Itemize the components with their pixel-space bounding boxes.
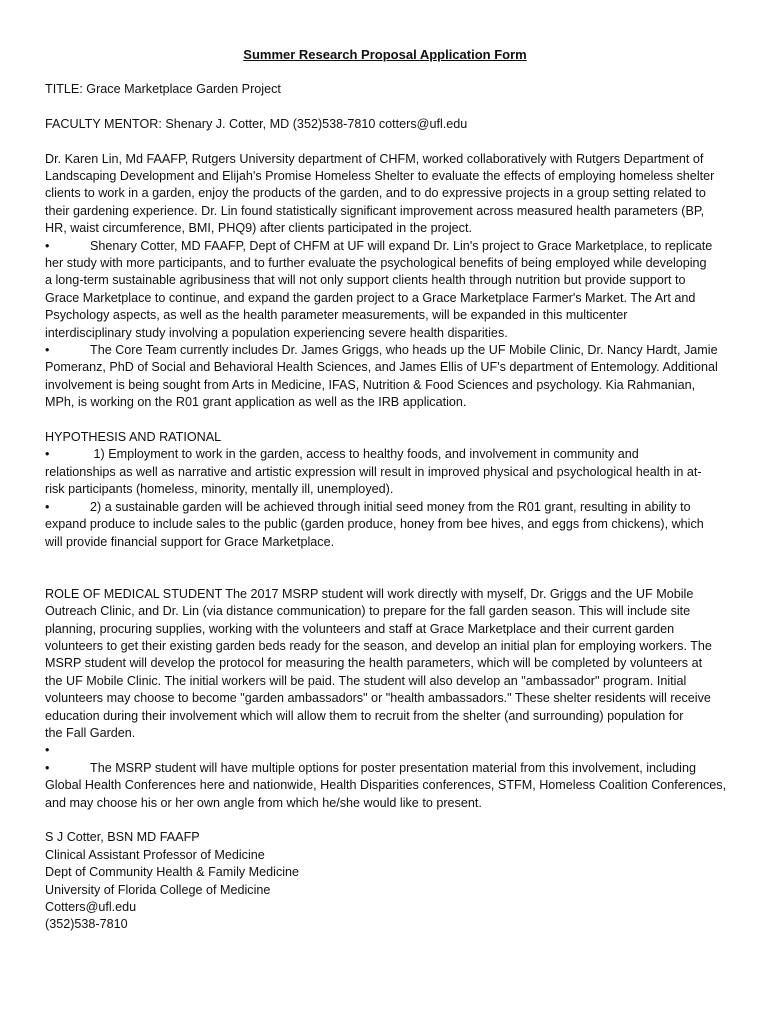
text-line: volunteers may choose to become "garden ambassadors" or "health ambassadors." These shelter residents will receive xyxy=(45,691,711,706)
intro-paragraph xyxy=(45,151,727,238)
text-line: MSRP student will develop the protocol for measuring the health parameters, which will be completed by volunteers at xyxy=(45,656,703,671)
hypothesis-heading: HYPOTHESIS AND RATIONAL xyxy=(45,430,222,445)
text-line: involvement is being sought from Arts in Medicine, IFAS, Nutrition & Food Sciences and psychology. Kia Rahmanian, xyxy=(45,377,696,392)
bullet-first-line xyxy=(45,446,727,463)
text-line: 2) a sustainable garden will be achieved through initial seed money from the R01 grant, resulting in ability to xyxy=(90,499,691,514)
text-line: her study with more participants, and to further evaluate the psychological benefits of being employed while developing xyxy=(45,256,707,271)
text-line: interdisciplinary study involving a population experiencing severe health disparities. xyxy=(45,325,508,340)
bullet-first-line xyxy=(45,238,727,255)
text-line: Shenary Cotter, MD FAAFP, Dept of CHFM at UF will expand Dr. Lin's project to Grace Marketplace, to replicate xyxy=(90,238,713,253)
text-line: relationships as well as narrative and artistic expression will result in improved physical and psychological health in at- xyxy=(45,464,702,479)
document-body xyxy=(45,81,727,934)
text-line: volunteers to get their existing garden beds ready for the season, and develop an initial plan for employing workers. The xyxy=(45,638,712,653)
text-line: Outreach Clinic, and Dr. Lin (via distance communication) to prepare for the fall garden season. This will include site xyxy=(45,604,691,619)
role-of-medical-student xyxy=(45,586,727,743)
signature-block xyxy=(45,829,727,933)
text-line: Global Health Conferences here and nationwide, Health Disparities conferences, STFM, Homeless Coalition Conferences, xyxy=(45,778,727,793)
text-line: Pomeranz, PhD of Social and Behavioral Health Sciences, and James Ellis of UF's department of Entemology. Additional xyxy=(45,360,718,375)
empty-bullet xyxy=(45,742,727,759)
faculty-mentor: FACULTY MENTOR: Shenary J. Cotter, MD (352)538-7810 cotters@ufl.edu xyxy=(45,116,468,131)
text-line: a long-term sustainable agribusiness that will not only support clients health through nutrition but provide support to xyxy=(45,273,686,288)
text-line: Dr. Karen Lin, Md FAAFP, Rutgers University department of CHFM, worked collaboratively with Rutgers Department of xyxy=(45,151,704,166)
bullet-marker: • xyxy=(45,343,50,358)
bullet-paragraph-expansion xyxy=(45,238,727,342)
hypothesis-item-2 xyxy=(45,499,727,551)
text-line: The Core Team currently includes Dr. James Griggs, who heads up the UF Mobile Clinic, Dr. Nancy Hardt, Jamie xyxy=(90,343,718,358)
bullet-marker: • xyxy=(45,743,50,758)
signature-name: S J Cotter, BSN MD FAAFP xyxy=(45,830,200,845)
signature-title: Clinical Assistant Professor of Medicine xyxy=(45,847,265,862)
signature-phone: (352)538-7810 xyxy=(45,917,128,932)
text-line: education during their involvement which will allow them to recruit from the shelter (and surrounding) population for xyxy=(45,708,684,723)
text-line: will provide financial support for Grace Marketplace. xyxy=(45,534,335,549)
bullet-first-line xyxy=(45,342,727,359)
text-line: HR, waist circumference, BMI, PHQ9) after clients participated in the project. xyxy=(45,221,472,236)
text-line: Psychology aspects, as well as the health parameter measurements, will be expanded in this multicenter xyxy=(45,308,628,323)
project-title: TITLE: Grace Marketplace Garden Project xyxy=(45,82,281,96)
hypothesis-item-1 xyxy=(45,446,727,498)
bullet-paragraph-core-team xyxy=(45,342,727,412)
text-line: risk participants (homeless, minority, mentally ill, unemployed). xyxy=(45,482,394,497)
bullet-marker: • xyxy=(45,447,50,462)
poster-paragraph xyxy=(45,760,727,812)
text-line: Grace Marketplace to continue, and expand the garden project to a Grace Marketplace Farmer's Market. The Art and xyxy=(45,290,696,305)
bullet-marker: • xyxy=(45,760,50,775)
text-line: ROLE OF MEDICAL STUDENT The 2017 MSRP student will work directly with myself, Dr. Griggs and the UF Mobile xyxy=(45,586,694,601)
signature-department: Dept of Community Health & Family Medicine xyxy=(45,865,300,880)
text-line: MPh, is working on the R01 grant application as well as the IRB application. xyxy=(45,395,467,410)
bullet-marker: • xyxy=(45,499,50,514)
signature-institution: University of Florida College of Medicine xyxy=(45,882,271,897)
text-line: the Fall Garden. xyxy=(45,725,136,740)
bullet-marker: • xyxy=(45,238,50,253)
form-title: Summer Research Proposal Application Form xyxy=(243,47,527,62)
text-line: The MSRP student will have multiple options for poster presentation material from this involvement, including xyxy=(90,760,696,775)
bullet-first-line xyxy=(45,760,727,777)
text-line: planning, procuring supplies, working with the volunteers and staff at Grace Marketplace and their current garden xyxy=(45,621,675,636)
text-line: and may choose his or her own angle from which he/she would like to present. xyxy=(45,795,482,810)
text-line: their gardening experience. Dr. Lin found statistically significant improvement across measured health parameters (BP, xyxy=(45,203,705,218)
text-line: Landscaping Development and Elijah's Promise Homeless Shelter to evaluate the effects of employing homeless shelter xyxy=(45,169,715,183)
text-line: clients to work in a garden, enjoy the products of the garden, and to do expressive projects in a group setting related to xyxy=(45,186,706,201)
signature-email: Cotters@ufl.edu xyxy=(45,900,137,915)
text-line: the UF Mobile Clinic. The initial workers will be paid. The student will also develop an "ambassador" program. Initial xyxy=(45,673,687,688)
text-line: 1) Employment to work in the garden, access to healthy foods, and involvement in community and xyxy=(90,447,639,462)
text-line: expand produce to include sales to the public (garden produce, honey from bee hives, and eggs from chickens), which xyxy=(45,517,704,532)
bullet-first-line xyxy=(45,499,727,516)
